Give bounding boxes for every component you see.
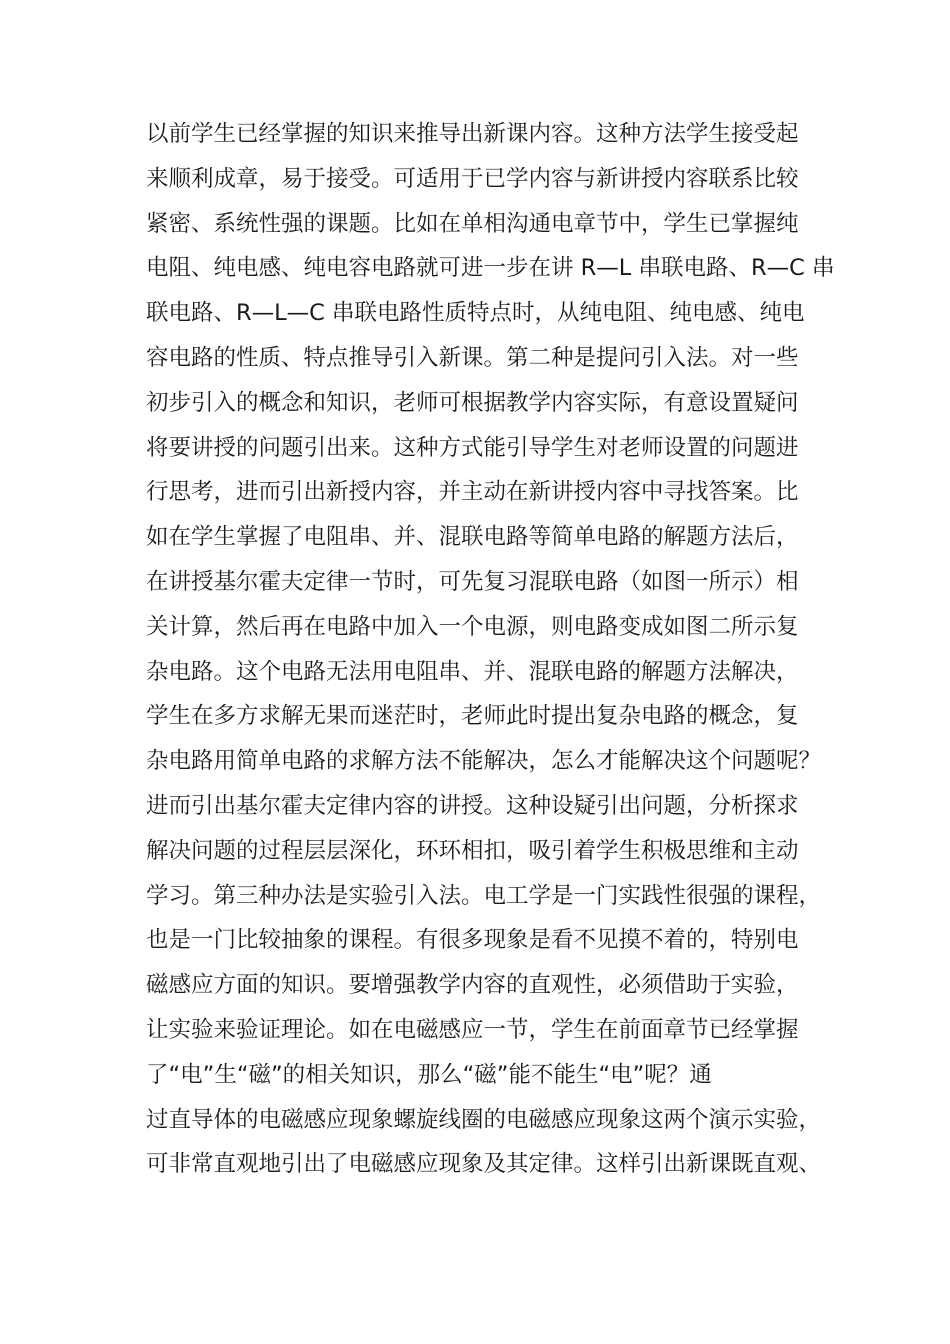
text-line: 磁感应方面的知识。要增强教学内容的直观性，必须借助于实验， (146, 972, 799, 999)
text-line: 也是一门比较抽象的课程。有很多现象是看不见摸不着的，特别电 (146, 927, 799, 954)
text-line: 学生在多方求解无果而迷茫时，老师此时提出复杂电路的概念，复 (146, 703, 799, 730)
text-line: 可非常直观地引出了电磁感应现象及其定律。这样引出新课既直观、 (146, 1151, 822, 1178)
text-line: 联电路、R—L—C 串联电路性质特点时，从纯电阻、纯电感、纯电 (146, 300, 805, 327)
text-line: 在讲授基尔霍夫定律一节时，可先复习混联电路（如图一所示）相 (146, 568, 799, 595)
text-line: 行思考，进而引出新授内容，并主动在新讲授内容中寻找答案。比 (146, 479, 799, 506)
text-line: 过直导体的电磁感应现象螺旋线圈的电磁感应现象这两个演示实验， (146, 1106, 822, 1133)
text-line: 了“电”生“磁”的相关知识，那么“磁”能不能生“电”呢？通 (146, 1061, 712, 1088)
text-line: 学习。第三种办法是实验引入法。电工学是一门实践性很强的课程， (146, 882, 822, 909)
body-text (146, 112, 846, 1187)
text-line: 来顺利成章，易于接受。可适用于已学内容与新讲授内容联系比较 (146, 165, 799, 192)
text-line: 电阻、纯电感、纯电容电路就可进一步在讲 R—L 串联电路、R—C 串 (146, 255, 835, 282)
text-line: 解决问题的过程层层深化，环环相扣，吸引着学生积极思维和主动 (146, 837, 799, 864)
text-line: 初步引入的概念和知识，老师可根据教学内容实际，有意设置疑问 (146, 389, 799, 416)
text-line: 杂电路用简单电路的求解方法不能解决，怎么才能解决这个问题呢？ (146, 748, 822, 775)
text-line: 进而引出基尔霍夫定律内容的讲授。这种设疑引出问题，分析探求 (146, 792, 799, 819)
text-line: 容电路的性质、特点推导引入新课。第二种是提问引入法。对一些 (146, 344, 799, 371)
text-line: 让实验来验证理论。如在电磁感应一节，学生在前面章节已经掌握 (146, 1016, 799, 1043)
text-line: 关计算，然后再在电路中加入一个电源，则电路变成如图二所示复 (146, 613, 799, 640)
text-line: 将要讲授的问题引出来。这种方式能引导学生对老师设置的问题进 (146, 434, 799, 461)
text-line: 杂电路。这个电路无法用电阻串、并、混联电路的解题方法解决， (146, 658, 799, 685)
text-line: 以前学生已经掌握的知识来推导出新课内容。这种方法学生接受起 (146, 121, 799, 147)
text-line: 如在学生掌握了电阻串、并、混联电路等简单电路的解题方法后， (146, 524, 799, 551)
text-line: 紧密、系统性强的课题。比如在单相沟通电章节中，学生已掌握纯 (146, 210, 799, 237)
